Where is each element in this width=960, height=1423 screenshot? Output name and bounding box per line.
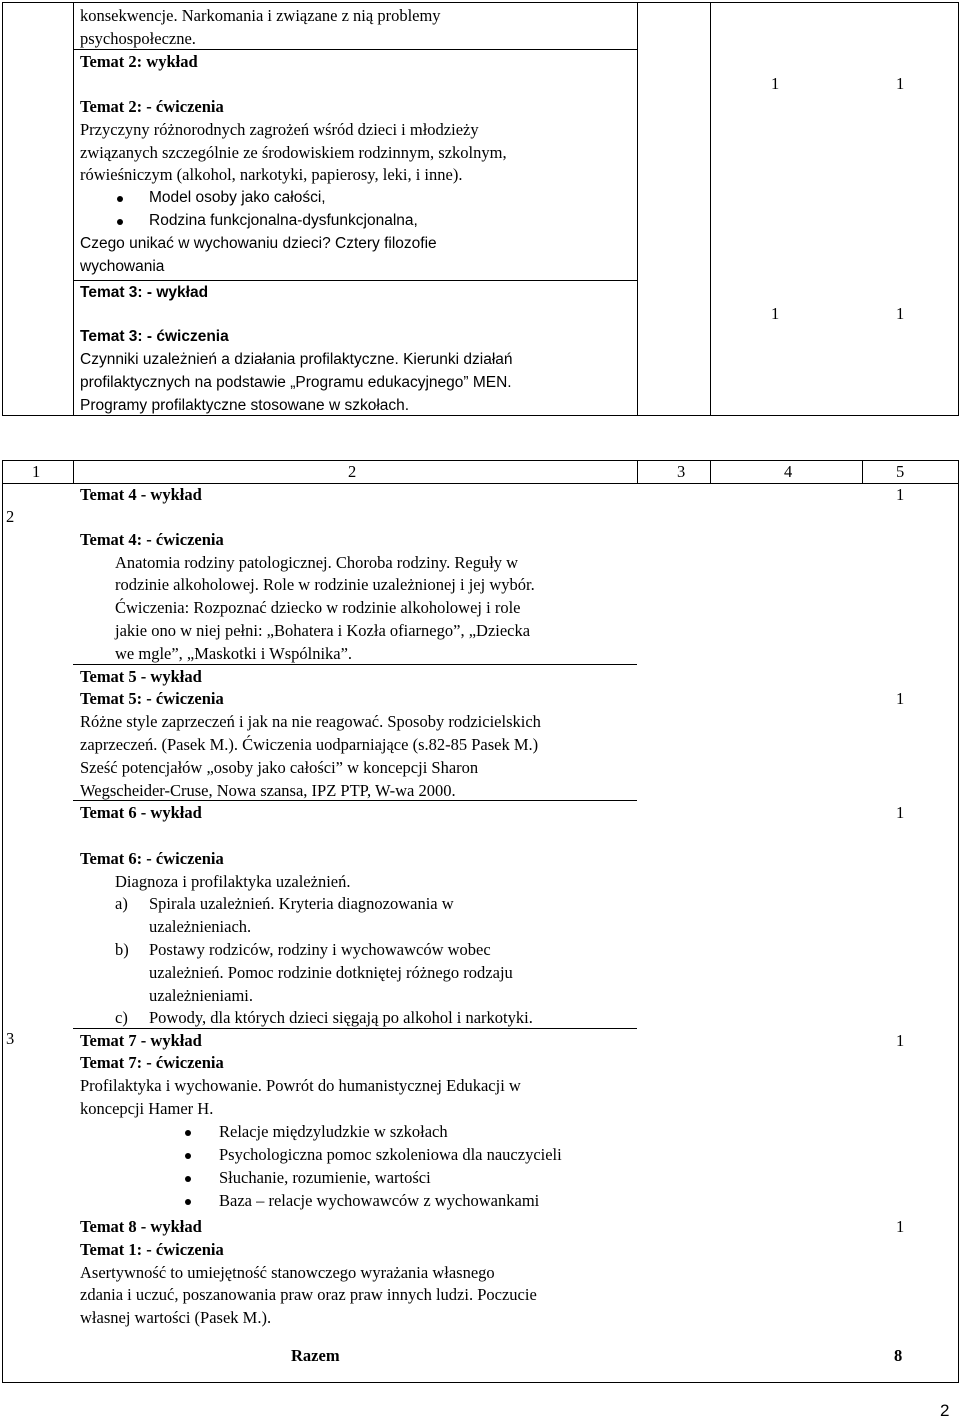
topic-4-lecture-heading: Temat 4 - wykład: [80, 485, 202, 504]
bullet-icon: [185, 1199, 191, 1205]
topic-7-bullet-3: Słuchanie, rozumienie, wartości: [219, 1168, 431, 1187]
topic-5-line-2: zaprzeczeń. (Pasek M.). Ćwiczenia uodparniające (s.82-85 Pasek M.): [80, 735, 539, 754]
topic-2-line-1: Przyczyny różnorodnych zagrożeń wśród dzieci i młodzieży: [80, 120, 479, 139]
total-value: 8: [894, 1346, 903, 1365]
topic-5-hours: 1: [896, 689, 905, 708]
topic-5-line-3: Sześć potencjałów „osoby jako całości” w koncepcji Sharon: [80, 758, 479, 777]
topic-8-line-1: Asertywność to umiejętność stanowczego wyrażania własnego: [80, 1263, 495, 1282]
topic-2-hours-a: 1: [771, 74, 780, 93]
bullet-icon: [185, 1153, 191, 1159]
topic-5-exercise-heading: Temat 5: - ćwiczenia: [80, 689, 224, 708]
topic-7-exercise-heading: Temat 7: - ćwiczenia: [80, 1053, 224, 1072]
header-col-1: 1: [32, 462, 41, 481]
topic-4-exercise-heading: Temat 4: - ćwiczenia: [80, 530, 224, 549]
page-number: 2: [940, 1401, 950, 1420]
topic-6-hours: 1: [896, 803, 905, 822]
topic-7-hours: 1: [896, 1031, 905, 1050]
topic-3-exercise-heading: Temat 3: - ćwiczenia: [80, 328, 229, 345]
bullet-icon: [185, 1130, 191, 1136]
topic-2-hours-b: 1: [896, 74, 905, 93]
header-col-5: 5: [896, 462, 905, 481]
bullet-icon: [117, 219, 123, 225]
total-label: Razem: [291, 1346, 340, 1365]
topic-2-line-2: związanych szczególnie ze środowiskiem rodzinnym, szkolnym,: [80, 143, 507, 162]
topic-8-exercise-heading: Temat 1: - ćwiczenia: [80, 1240, 224, 1259]
t1-line-1: konsekwencje. Narkomania i związane z nią problemy: [80, 6, 441, 25]
header-col-3: 3: [677, 462, 686, 481]
bullet-icon: [185, 1176, 191, 1182]
topic-2-exercise-heading: Temat 2: - ćwiczenia: [80, 97, 224, 116]
topic-5-line-4: Wegscheider-Cruse, Nowa szansa, IPZ PTP, W-wa 2000.: [80, 781, 456, 800]
topic-3-hours-b: 1: [896, 304, 905, 323]
topic-7-bullet-4: Baza – relacje wychowawców z wychowankami: [219, 1191, 540, 1210]
topic-8-line-2: zdania i uczuć, poszanowania praw oraz praw innych ludzi. Poczucie: [80, 1285, 537, 1304]
topic-3-line-3: Programy profilaktyczne stosowane w szkołach.: [80, 397, 410, 414]
topic-6-intro: Diagnoza i profilaktyka uzależnień.: [115, 872, 351, 891]
topic-8-line-3: własnej wartości (Pasek M.).: [80, 1308, 272, 1327]
topic-3-lecture-heading: Temat 3: - wykład: [80, 284, 209, 301]
topic-7-bullet-1: Relacje międzyludzkie w szkołach: [219, 1122, 448, 1141]
topic-7-bullet-2: Psychologiczna pomoc szkoleniowa dla nauczycieli: [219, 1145, 562, 1164]
topic-6-item-c-marker: c): [115, 1008, 128, 1027]
topic-8-hours: 1: [896, 1217, 905, 1236]
topic-4-line-3: Ćwiczenia: Rozpoznać dziecko w rodzinie alkoholowej i role: [115, 598, 521, 617]
semester-3-label: 3: [6, 1029, 15, 1048]
topic-8-lecture-heading: Temat 8 - wykład: [80, 1217, 202, 1236]
topic-6-lecture-heading: Temat 6 - wykład: [80, 803, 202, 822]
header-col-2: 2: [348, 462, 357, 481]
topic-3-hours-a: 1: [771, 304, 780, 323]
topic-4-line-2: rodzinie alkoholowej. Role w rodzinie uzależnionej i jej wybór.: [115, 575, 535, 594]
topic-6-item-a-line-1: Spirala uzależnień. Kryteria diagnozowania w: [149, 894, 454, 913]
topic-6-exercise-heading: Temat 6: - ćwiczenia: [80, 849, 224, 868]
topic-6-item-a-line-2: uzależnieniach.: [149, 917, 252, 936]
topic-2-after-2: wychowania: [80, 258, 165, 275]
topic-5-line-1: Różne style zaprzeczeń i jak na nie reagować. Sposoby rodzicielskich: [80, 712, 541, 731]
topic-7-line-1: Profilaktyka i wychowanie. Powrót do humanistycznej Edukacji w: [80, 1076, 521, 1095]
topic-5-lecture-heading: Temat 5 - wykład: [80, 667, 202, 686]
topic-7-lecture-heading: Temat 7 - wykład: [80, 1031, 202, 1050]
topic-6-item-c-line-1: Powody, dla których dzieci sięgają po alkohol i narkotyki.: [149, 1008, 533, 1027]
topic-6-item-a-marker: a): [115, 894, 128, 913]
topic-3-line-2: profilaktycznych na podstawie „Programu edukacyjnego” MEN.: [80, 374, 512, 391]
topic-4-hours: 1: [896, 485, 905, 504]
topic-6-item-b-marker: b): [115, 940, 129, 959]
semester-2-label: 2: [6, 507, 15, 526]
topic-4-line-4: jakie ono w niej pełni: „Bohatera i Kozła ofiarnego”, „Dziecka: [115, 621, 531, 640]
topic-6-item-b-line-2: uzależnień. Pomoc rodzinie dotkniętej różnego rodzaju: [149, 963, 513, 982]
topic-2-lecture-heading: Temat 2: wykład: [80, 52, 198, 71]
topic-2-line-3: rówieśniczym (alkohol, narkotyki, papierosy, leki, i inne).: [80, 165, 463, 184]
topic-2-after-1: Czego unikać w wychowaniu dzieci? Cztery filozofie: [80, 235, 437, 252]
topic-7-line-2: koncepcji Hamer H.: [80, 1099, 214, 1118]
topic-2-bullet-1: Model osoby jako całości,: [149, 189, 326, 206]
t1-line-2: psychospołeczne.: [80, 29, 196, 48]
topic-4-line-5: we mgle”, „Maskotki i Wspólnika”.: [115, 644, 353, 663]
topic-3-line-1: Czynniki uzależnień a działania profilaktyczne. Kierunki działań: [80, 351, 513, 368]
bullet-icon: [117, 196, 123, 202]
topic-6-item-b-line-1: Postawy rodziców, rodziny i wychowawców wobec: [149, 940, 491, 959]
header-col-4: 4: [784, 462, 793, 481]
topic-4-line-1: Anatomia rodziny patologicznej. Choroba rodziny. Reguły w: [115, 553, 519, 572]
topic-2-bullet-2: Rodzina funkcjonalna-dysfunkcjonalna,: [149, 212, 418, 229]
topic-6-item-b-line-3: uzależnieniami.: [149, 986, 253, 1005]
